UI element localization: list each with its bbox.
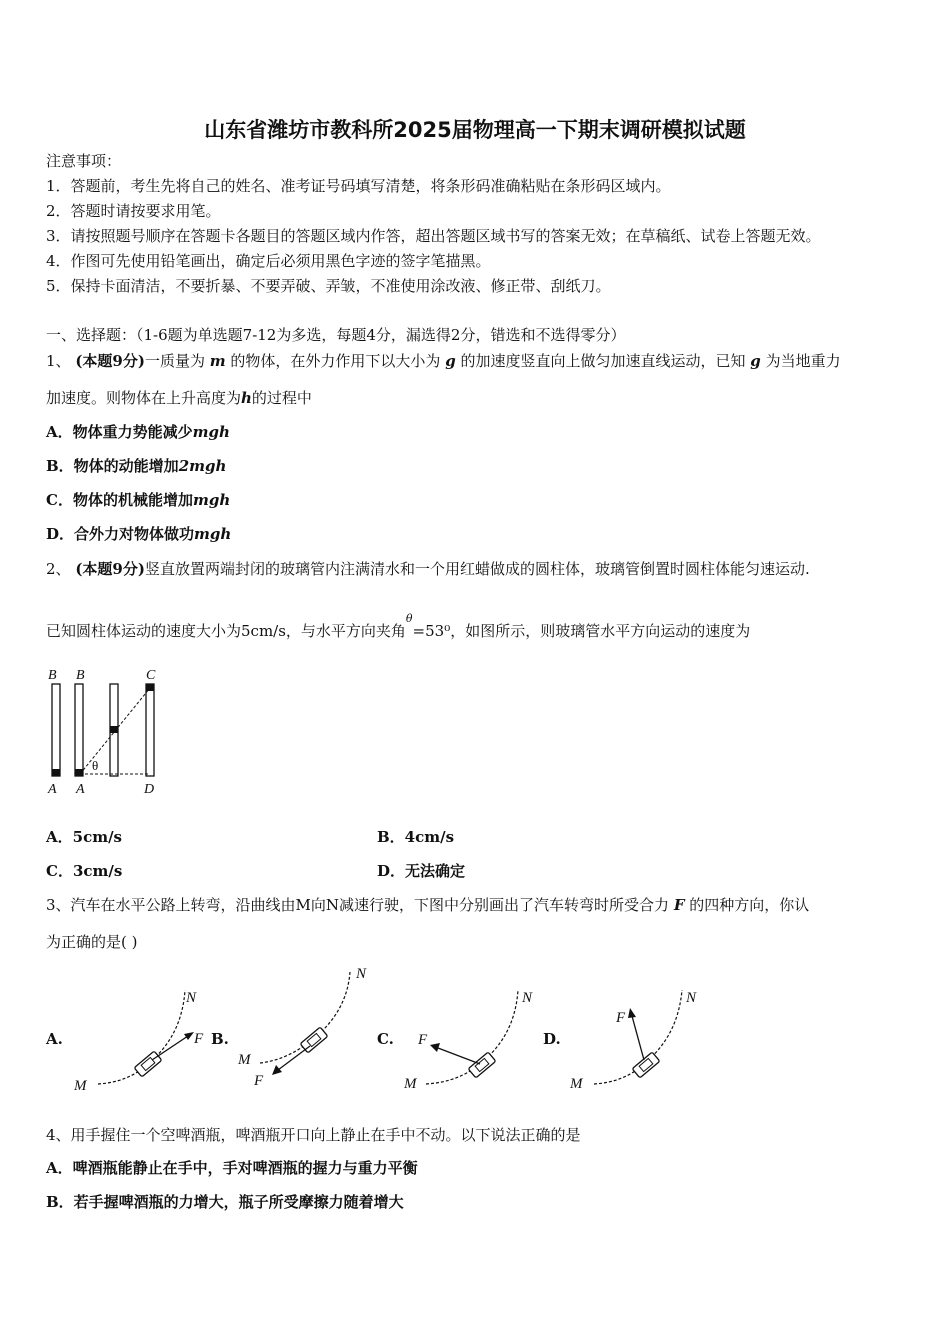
option-label: D．合外力对物体做功 (46, 525, 195, 543)
q1-text: 为当地重力 (765, 352, 841, 370)
notice-item: 2．答题时请按要求用笔。 (46, 202, 221, 220)
label-B: B (48, 668, 57, 683)
glass-tube (75, 684, 83, 776)
q4-option-b[interactable]: B．若手握啤酒瓶的力增大，瓶子所受摩擦力随着增大 (46, 1193, 404, 1211)
q1-var-m: m (209, 352, 226, 370)
q3-option-c[interactable]: C. (377, 1030, 394, 1048)
q3-figure-b (232, 960, 382, 1095)
q1-option-b[interactable] (46, 456, 226, 476)
q1-text: 的过程中 (251, 389, 312, 407)
q2-points: (本题9分) (75, 560, 145, 578)
angle-theta: θ (92, 758, 99, 773)
label-M: M (74, 1078, 87, 1094)
notice-heading: 注意事项： (46, 152, 122, 170)
car-icon (632, 1052, 660, 1078)
label-F: F (616, 1010, 626, 1026)
q1-text: 一质量为 (144, 352, 205, 370)
label-A: A (76, 782, 85, 797)
q2-option-c[interactable]: C．3cm/s (46, 862, 123, 880)
q1-text: 的加速度竖直向上做匀加速直线运动，已知 (460, 352, 746, 370)
q2-option-a[interactable]: A．5cm/s (46, 828, 123, 846)
q3-var-F: F (673, 896, 685, 914)
q2-stem-line1 (46, 559, 810, 579)
q3-option-b[interactable]: B. (211, 1030, 229, 1048)
glass-tube (52, 684, 60, 776)
q4-stem: 4、用手握住一个空啤酒瓶，啤酒瓶开口向上静止在手中不动。以下说法正确的是 (46, 1126, 581, 1144)
arrow-head (430, 1043, 440, 1052)
notice-item: 1．答题前，考生先将自己的姓名、准考证号码填写清楚，将条形码准确粘贴在条形码区域内。 (46, 177, 671, 195)
q2-text: =53⁰，如图所示，则玻璃管水平方向运动的速度为 (412, 622, 751, 640)
car-icon (300, 1027, 328, 1053)
q1-stem-line2 (46, 388, 312, 408)
label-N: N (186, 990, 197, 1006)
car-icon (468, 1052, 496, 1078)
label-D: D (144, 782, 155, 797)
q3-option-d[interactable]: D. (543, 1030, 561, 1048)
q1-text: 加速度。则物体在上升高度为 (46, 389, 242, 407)
q1-option-a[interactable] (46, 422, 230, 442)
force-arrow (632, 1016, 644, 1060)
option-math: mgh (194, 525, 232, 543)
q1-number: 1、 (46, 352, 71, 370)
arrow-head (628, 1008, 636, 1018)
q1-var-g: g (445, 352, 456, 370)
force-arrow (438, 1048, 480, 1064)
q3-option-a[interactable]: A. (46, 1030, 63, 1048)
q3-figure-a (70, 980, 210, 1095)
q2-text: 竖直放置两端封闭的玻璃管内注满清水和一个用红蜡做成的圆柱体，玻璃管倒置时圆柱体能匀速运动. (144, 560, 810, 578)
label-F: F (254, 1073, 264, 1089)
notice-item: 3．请按照题号顺序在答题卡各题目的答题区域内作答，超出答题区域书写的答案无效；在草稿纸、试卷上答题无效。 (46, 227, 821, 245)
label-M: M (238, 1052, 251, 1068)
q3-stem-line2: 为正确的是( ) (46, 933, 138, 951)
label-M: M (570, 1076, 583, 1092)
q2-option-d[interactable]: D．无法确定 (377, 862, 466, 880)
label-B: B (76, 668, 85, 683)
option-label: C．物体的机械能增加 (46, 491, 193, 509)
q3-figure-c (400, 980, 545, 1095)
arrow-head (184, 1032, 194, 1040)
q2-stem-line2 (46, 612, 751, 643)
q3-figure-d (566, 980, 711, 1095)
option-label: A．物体重力势能减少 (46, 423, 193, 441)
q3-text: 3、汽车在水平公路上转弯，沿曲线由M向N减速行驶，下图中分别画出了汽车转弯时所受合力 (46, 896, 670, 914)
page-title: 山东省潍坊市教科所2025届物理高一下期末调研模拟试题 (204, 118, 746, 142)
wax-cylinder (52, 769, 60, 776)
force-arrow (278, 1046, 310, 1070)
q2-number: 2、 (46, 560, 71, 578)
label-N: N (356, 966, 367, 982)
q2-tube-figure (40, 662, 170, 800)
label-N: N (522, 990, 533, 1006)
option-math: 2mgh (178, 457, 227, 475)
label-F: F (194, 1031, 204, 1047)
q4-option-a[interactable]: A．啤酒瓶能静止在手中，手对啤酒瓶的握力与重力平衡 (46, 1159, 418, 1177)
q2-theta-symbol: θ (405, 612, 413, 625)
q3-stem-line1 (46, 895, 809, 915)
notice-item: 4．作图可先使用铅笔画出，确定后必须用黑色字迹的签字笔描黑。 (46, 252, 491, 270)
q2-option-b[interactable]: B．4cm/s (377, 828, 455, 846)
q1-points: (本题9分) (75, 352, 145, 370)
label-M: M (404, 1076, 417, 1092)
label-N: N (686, 990, 697, 1006)
q1-var-g: g (750, 352, 761, 370)
label-A: A (48, 782, 57, 797)
option-label: B．物体的动能增加 (46, 457, 179, 475)
arrow-head (272, 1065, 282, 1075)
notice-item: 5．保持卡面清洁，不要折暴、不要弄破、弄皱，不准使用涂改液、修正带、刮纸刀。 (46, 277, 611, 295)
q3-text: 的四种方向，你认 (689, 896, 810, 914)
label-C: C (146, 668, 156, 683)
q1-option-c[interactable] (46, 490, 230, 510)
car-icon (134, 1051, 162, 1077)
q1-text: 的物体，在外力作用下以大小为 (230, 352, 441, 370)
wax-cylinder (146, 684, 154, 691)
q2-text: 已知圆柱体运动的速度大小为5cm/s，与水平方向夹角 (46, 622, 406, 640)
label-F: F (418, 1032, 428, 1048)
option-math: mgh (192, 423, 230, 441)
q1-option-d[interactable] (46, 524, 231, 544)
glass-tube (146, 684, 154, 776)
q1-var-h: h (241, 389, 252, 407)
section-heading: 一、选择题：（1-6题为单选题7-12为多选，每题4分，漏选得2分，错选和不选得零分） (46, 326, 626, 344)
option-math: mgh (192, 491, 231, 509)
q1-stem-line1 (46, 351, 841, 371)
